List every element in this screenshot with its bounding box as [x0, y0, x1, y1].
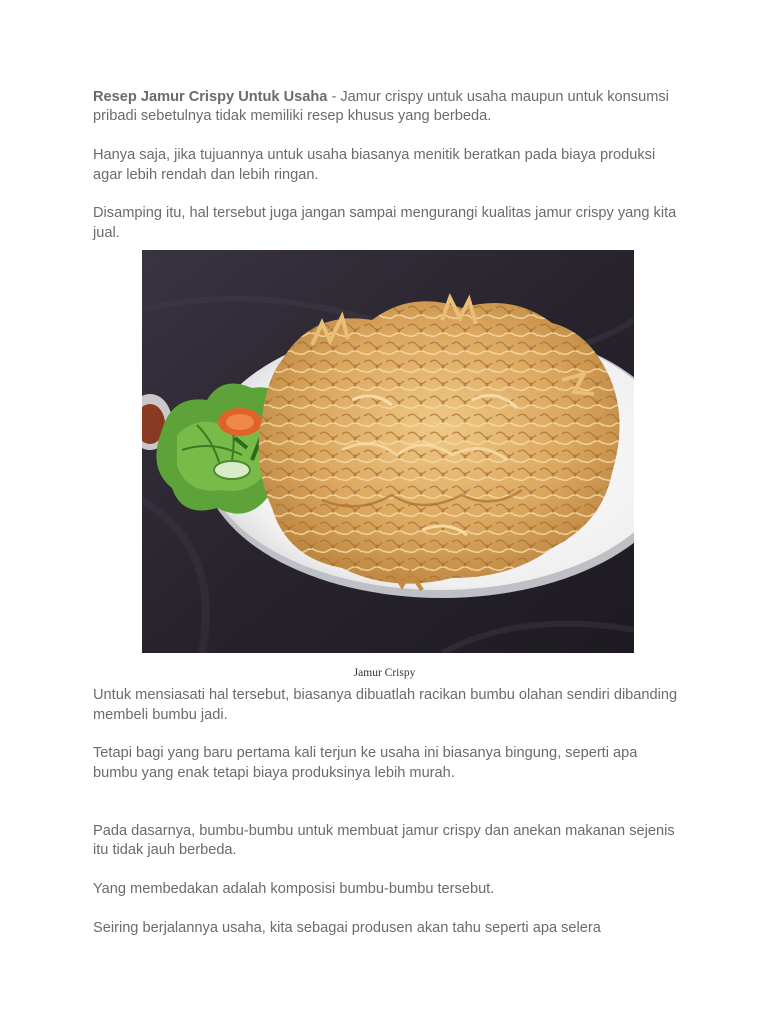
article-body: [93, 88, 678, 938]
intro-paragraph: [93, 88, 678, 127]
paragraph-3: Disamping itu, hal tersebut juga jangan sampai mengurangi kualitas jamur crispy yang kita jual.: [93, 205, 677, 241]
paragraph-7: Yang membedakan adalah komposisi bumbu-bumbu tersebut.: [93, 881, 495, 898]
intro-text: - Jamur crispy untuk usaha maupun untuk konsumsi pribadi sebetulnya tidak memiliki resep khusus yang berbeda.: [93, 89, 669, 125]
paragraph-5: Tetapi bagi yang baru pertama kali terjun ke usaha ini biasanya bingung, seperti apa bumbu yang enak tetapi biaya produksinya lebih murah.: [93, 745, 638, 781]
paragraph-2: Hanya saja, jika tujuannya untuk usaha biasanya menitik beratkan pada biaya produksi agar lebih rendah dan lebih ringan.: [93, 147, 656, 183]
figure-caption: Jamur Crispy: [353, 667, 416, 680]
figure: [93, 250, 678, 680]
crispy-mushroom-photo: [142, 250, 634, 653]
article-title: Resep Jamur Crispy Untuk Usaha: [93, 89, 328, 105]
paragraph-6: Pada dasarnya, bumbu-bumbu untuk membuat jamur crispy dan anekan makanan sejenis itu tidak jauh berbeda.: [93, 823, 675, 859]
paragraph-8: Seiring berjalannya usaha, kita sebagai produsen akan tahu seperti apa selera: [93, 920, 601, 937]
paragraph-4: Untuk mensiasati hal tersebut, biasanya dibuatlah racikan bumbu olahan sendiri dibanding membeli bumbu jadi.: [93, 687, 678, 723]
